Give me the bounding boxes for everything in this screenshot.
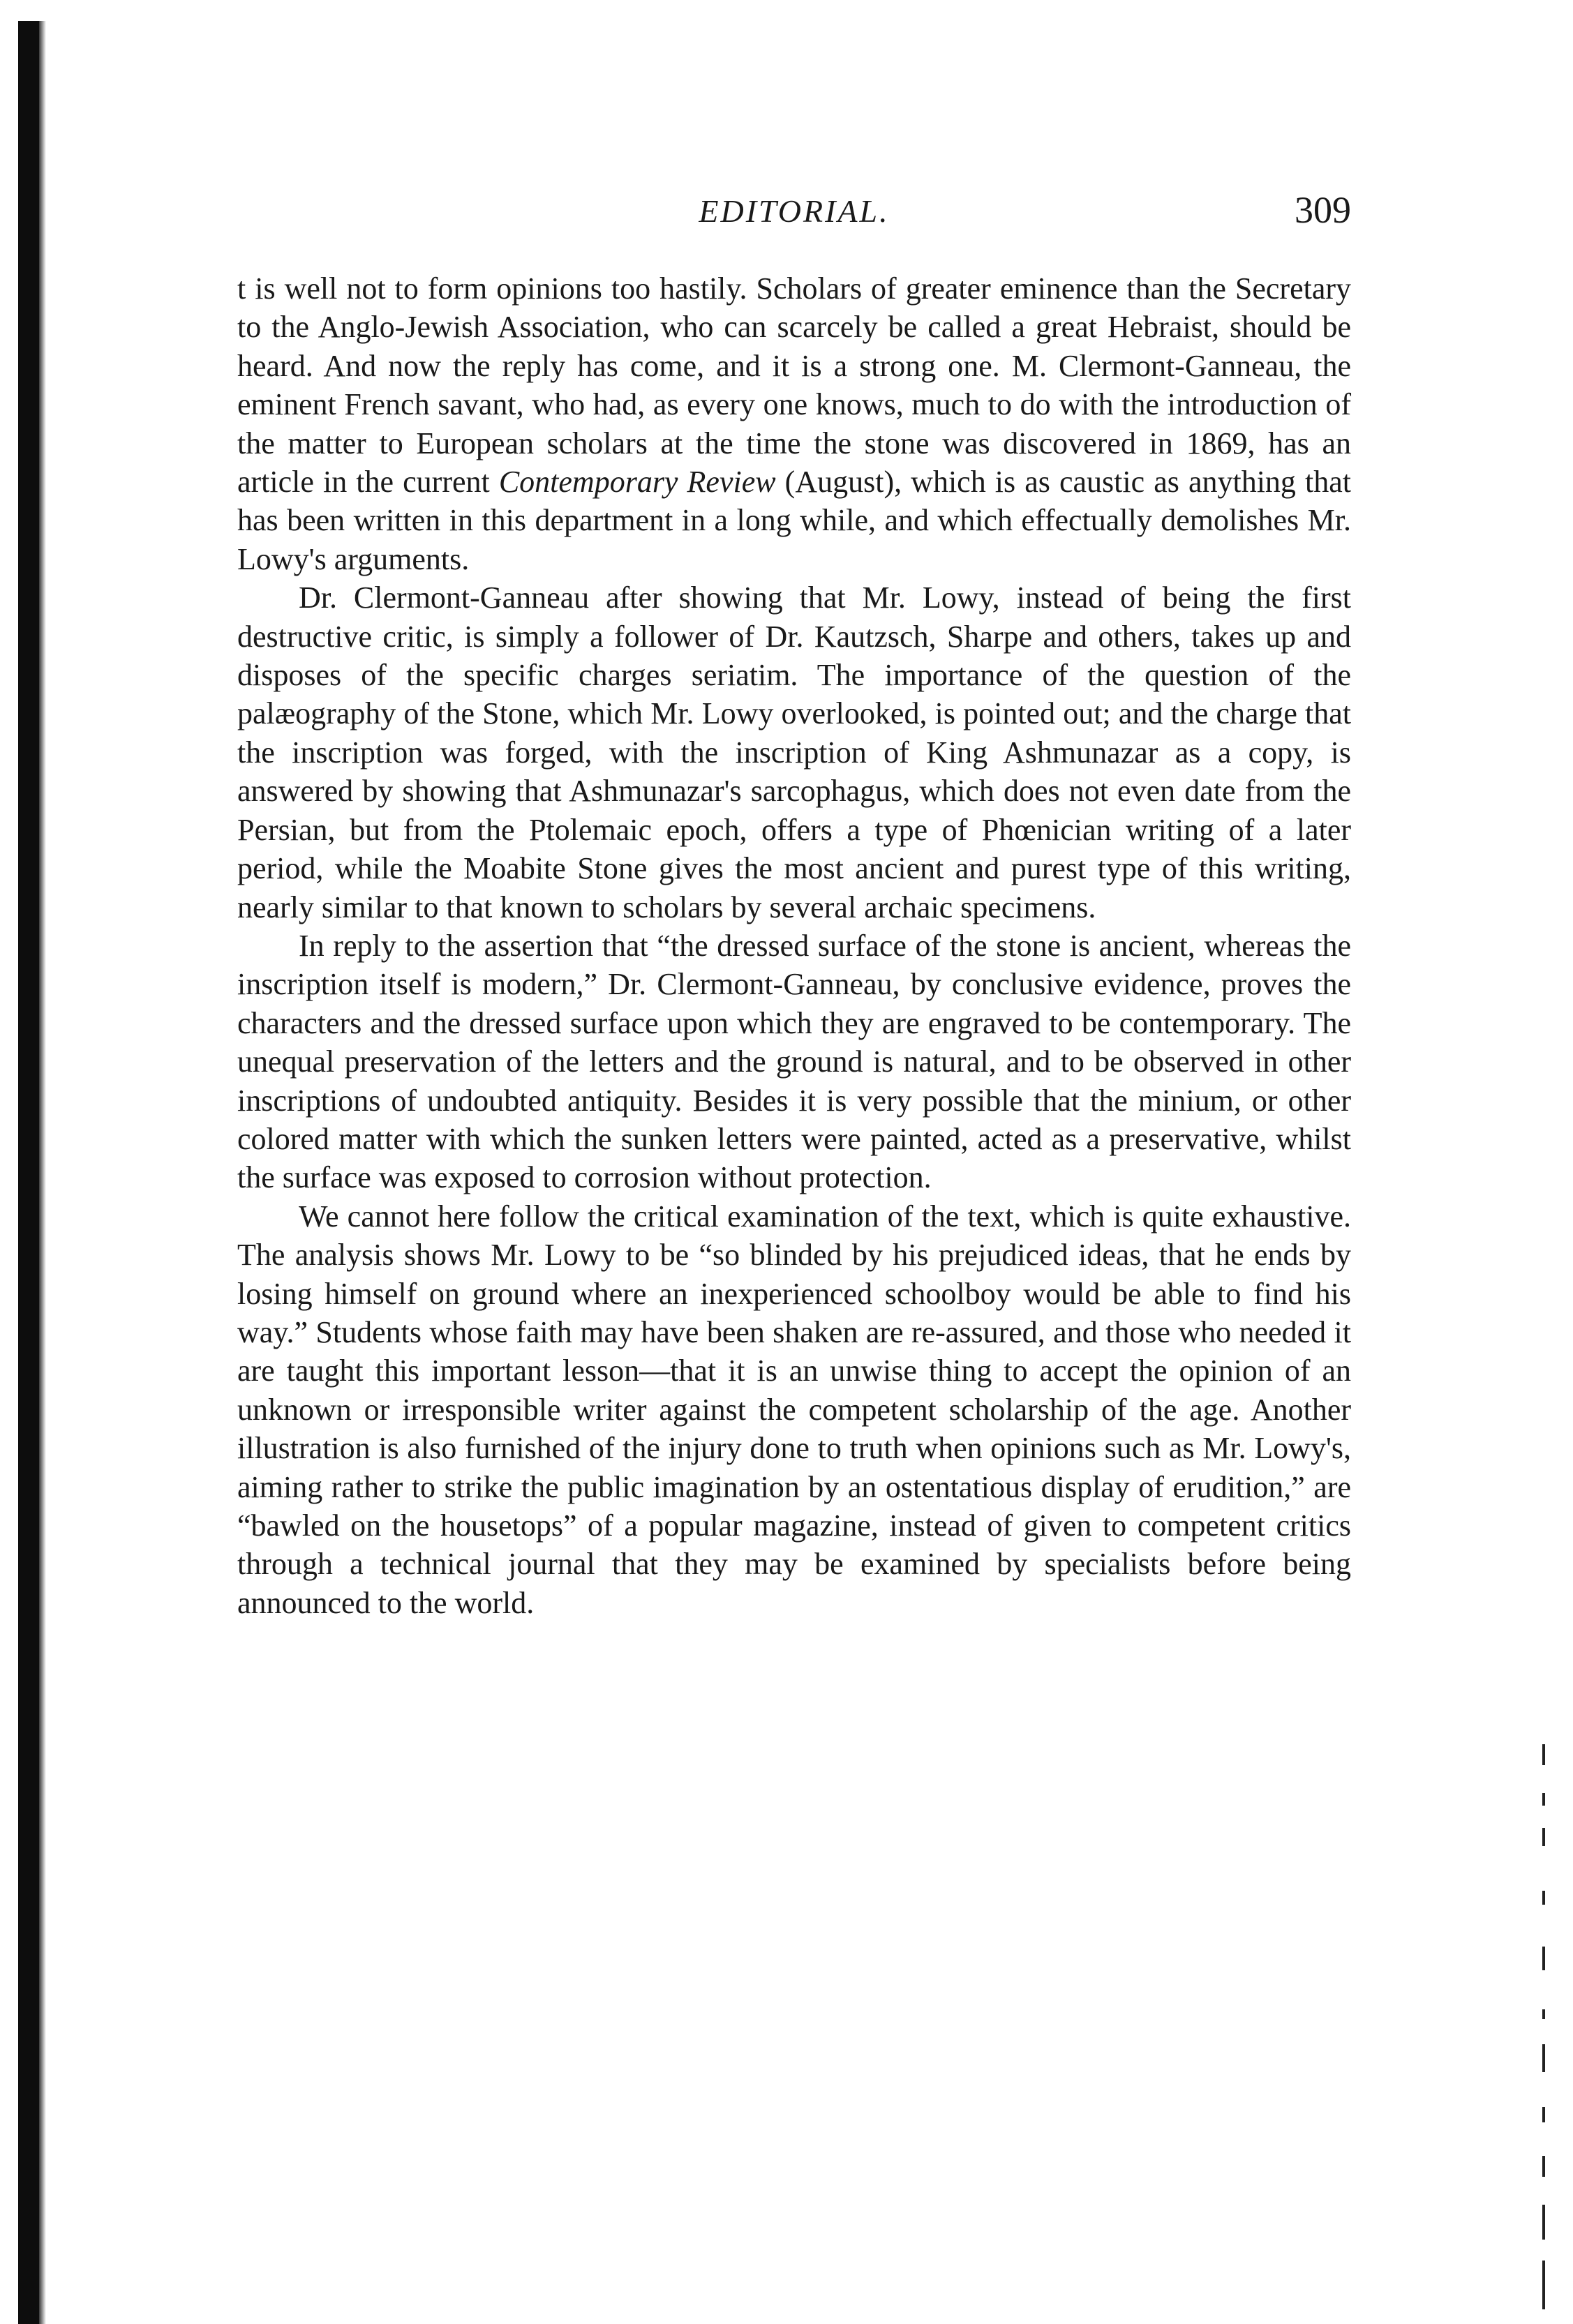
journal-title: Contemporary Review (498, 465, 776, 500)
binding-shadow (39, 21, 46, 2324)
paragraph-3: In reply to the assertion that “the dressed surface of the stone is ancient, whereas the inscription itself is modern,” Dr. Clermont-Ganneau, by conclusive evidence, proves the characters and the dressed surface upon which they are engraved to be contemporary. The unequal preservation of the letters and the ground is natural, and to be observed in other inscriptions of undoubted antiquity. Besides it is very possible that the minium, or other colored matter with which the sunken letters were painted, acted as a preservative, whilst the surface was exposed to corrosion without protection. (237, 928, 1351, 1195)
page-number: 309 (1295, 189, 1351, 231)
binding-edge (18, 21, 39, 2324)
paragraph-2: Dr. Clermont-Ganneau after showing that Mr. Lowy, instead of being the first destructive critic, is simply a follower of Dr. Kautzsch, Sharpe and others, takes up and disposes of the specific charges seriatim. The importance of the question of the palæography of the Stone, which Mr. Lowy overlooked, is pointed out; and the charge that the inscription was forged, with the inscription of King Ashmunazar as a copy, is answered by showing that Ashmunazar's sarcophagus, which does not even date from the Persian, but from the Ptolemaic epoch, offers a type of Phœnician writing of a later period, while the Moabite Stone gives the most ancient and purest type of this writing, nearly similar to that known to scholars by several archaic specimens. (237, 580, 1351, 924)
paragraph-4: We cannot here follow the critical examination of the text, which is quite exhaustive. The analysis shows Mr. Lowy to be “so blinded by his prejudiced ideas, that he ends by losing himself on ground where an inexperienced schoolboy would be able to find his way.” Students whose faith may have been shaken are re-assured, and those who needed it are taught this important lesson—that it is an unwise thing to accept the opinion of an unknown or irresponsible writer against the competent scholarship of the age. Another illustration is also furnished of the injury done to truth when opinions such as Mr. Lowy's, aiming rather to strike the public imagination by an ostentatious display of erudition,” are “bawled on the housetops” of a popular magazine, instead of given to competent critics through a technical journal that they may be examined by specialists before being announced to the world. (237, 1199, 1351, 1620)
paragraph-1-text-b: (August), which is as caustic as anything that has been written in this department in a long while, and which effectually demolishes Mr. Lowy's arguments. (237, 465, 1351, 576)
running-head (237, 189, 1351, 248)
body-text (237, 269, 1351, 1622)
paragraph-1 (237, 269, 1351, 578)
scan-artifact-marks (1539, 1744, 1549, 2316)
running-title: EDITORIAL. (699, 193, 890, 229)
paragraph-1-text-a: t is well not to form opinions too hastily. Scholars of greater eminence than the Secretary to the Anglo-Jewish Association, who can scarcely be called a great Hebraist, should be heard. And now the reply has come, and it is a strong one. M. Clermont-Ganneau, the eminent French savant, who had, as every one knows, much to do with the introduction of the matter to European scholars at the time the stone was discovered in 1869, has an article in the current (237, 271, 1351, 500)
